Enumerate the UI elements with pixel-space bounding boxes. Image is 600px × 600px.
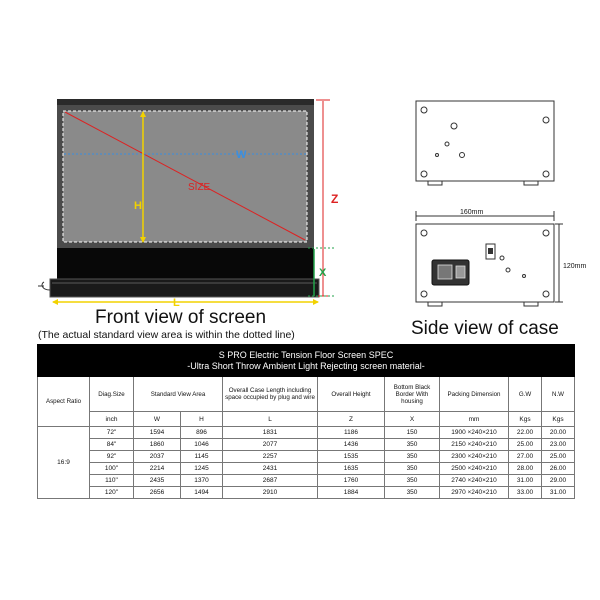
header-standard-view-area: Standard View Area [134,377,223,412]
header-diag-size: Diag.Size [90,377,134,412]
front-view-caption: Front view of screen [95,307,267,328]
label-size: SIZE [188,182,211,193]
side-panel-bottom-foot-left [428,302,442,306]
unit-x: X [385,412,440,427]
cell-x: 350 [385,439,440,451]
cell-h: 1370 [181,475,223,487]
header-nw: N.W [542,377,575,412]
unit-l: L [223,412,318,427]
cell-gw: 22.00 [509,427,542,439]
spec-title-row [38,345,575,377]
label-l: L [173,297,180,309]
side-panel-bottom-foot-right [524,302,538,306]
cell-gw: 31.00 [509,475,542,487]
cell-packing: 2740 ×240×210 [440,475,509,487]
cell-x: 350 [385,451,440,463]
table-row [38,427,575,439]
table-row [38,451,575,463]
cell-z: 1884 [318,487,385,499]
header-packing-dimension: Packing Dimension [440,377,509,412]
cell-nw: 20.00 [542,427,575,439]
spec-units-row [38,412,575,427]
header-aspect-ratio: Aspect Ratio [38,377,90,427]
cell-l: 2431 [223,463,318,475]
cell-diag: 110" [90,475,134,487]
cell-h: 1046 [181,439,223,451]
cell-nw: 26.00 [542,463,575,475]
cell-h: 1145 [181,451,223,463]
cell-w: 2037 [134,451,181,463]
cell-nw: 25.00 [542,451,575,463]
cell-gw: 33.00 [509,487,542,499]
unit-w: W [134,412,181,427]
cell-x: 350 [385,487,440,499]
cell-z: 1760 [318,475,385,487]
side-height-label: 120mm [563,263,587,270]
cell-packing: 2500 ×240×210 [440,463,509,475]
cell-packing: 2150 ×240×210 [440,439,509,451]
cell-diag: 100" [90,463,134,475]
cell-l: 1831 [223,427,318,439]
cell-nw: 29.00 [542,475,575,487]
cell-x: 350 [385,475,440,487]
power-socket-switch [456,266,465,278]
cell-w: 2435 [134,475,181,487]
cell-diag: 120" [90,487,134,499]
cell-diag: 92" [90,451,134,463]
aspect-ratio-value: 16:9 [38,427,90,499]
unit-h: H [181,412,223,427]
cell-w: 1860 [134,439,181,451]
cell-packing: 2300 ×240×210 [440,451,509,463]
cell-gw: 28.00 [509,463,542,475]
label-w: W [236,149,247,161]
cell-w: 2656 [134,487,181,499]
header-overall-height: Overall Height [318,377,385,412]
unit-nw: Kgs [542,412,575,427]
cell-l: 2257 [223,451,318,463]
unit-gw: Kgs [509,412,542,427]
cell-diag: 72" [90,427,134,439]
table-row [38,463,575,475]
front-view-note: (The actual standard view area is within the dotted line) [38,329,295,341]
table-row [38,439,575,451]
power-socket-inner [438,265,452,279]
label-x: X [319,267,327,279]
spec-title: S PRO Electric Tension Floor Screen SPEC [218,349,394,360]
spec-title-cell [38,345,575,377]
unit-diag: inch [90,412,134,427]
side-panel-top-foot-right [524,181,538,185]
spec-header-row [38,377,575,412]
cell-h: 896 [181,427,223,439]
cell-gw: 27.00 [509,451,542,463]
cell-l: 2077 [223,439,318,451]
side-view-caption: Side view of case [411,318,559,339]
cell-z: 1436 [318,439,385,451]
table-row [38,475,575,487]
cell-x: 150 [385,427,440,439]
unit-z: Z [318,412,385,427]
cell-h: 1494 [181,487,223,499]
side-panel-top-foot-left [428,181,442,185]
cell-z: 1635 [318,463,385,475]
cell-packing: 1900 ×240×210 [440,427,509,439]
label-h: H [134,200,142,212]
cell-w: 1594 [134,427,181,439]
cell-diag: 84" [90,439,134,451]
header-overall-case-length: Overall Case Length including space occupied by plug and wire [223,377,318,412]
cell-packing: 2970 ×240×210 [440,487,509,499]
spec-table [37,344,575,499]
rocker-switch-knob [488,248,493,254]
label-z: Z [331,192,339,206]
cell-z: 1535 [318,451,385,463]
unit-packing: mm [440,412,509,427]
cell-z: 1186 [318,427,385,439]
cell-h: 1245 [181,463,223,475]
cell-x: 350 [385,463,440,475]
table-row [38,487,575,499]
header-bottom-black-border: Bottom Black Border With housing [385,377,440,412]
side-panel-top [416,101,554,181]
side-width-label: 160mm [460,209,484,216]
cell-l: 2910 [223,487,318,499]
cell-nw: 31.00 [542,487,575,499]
cell-l: 2687 [223,475,318,487]
cell-gw: 25.00 [509,439,542,451]
cell-w: 2214 [134,463,181,475]
cell-nw: 23.00 [542,439,575,451]
header-gw: G.W [509,377,542,412]
spec-subtitle: -Ultra Short Throw Ambient Light Rejecting screen material- [187,360,425,371]
